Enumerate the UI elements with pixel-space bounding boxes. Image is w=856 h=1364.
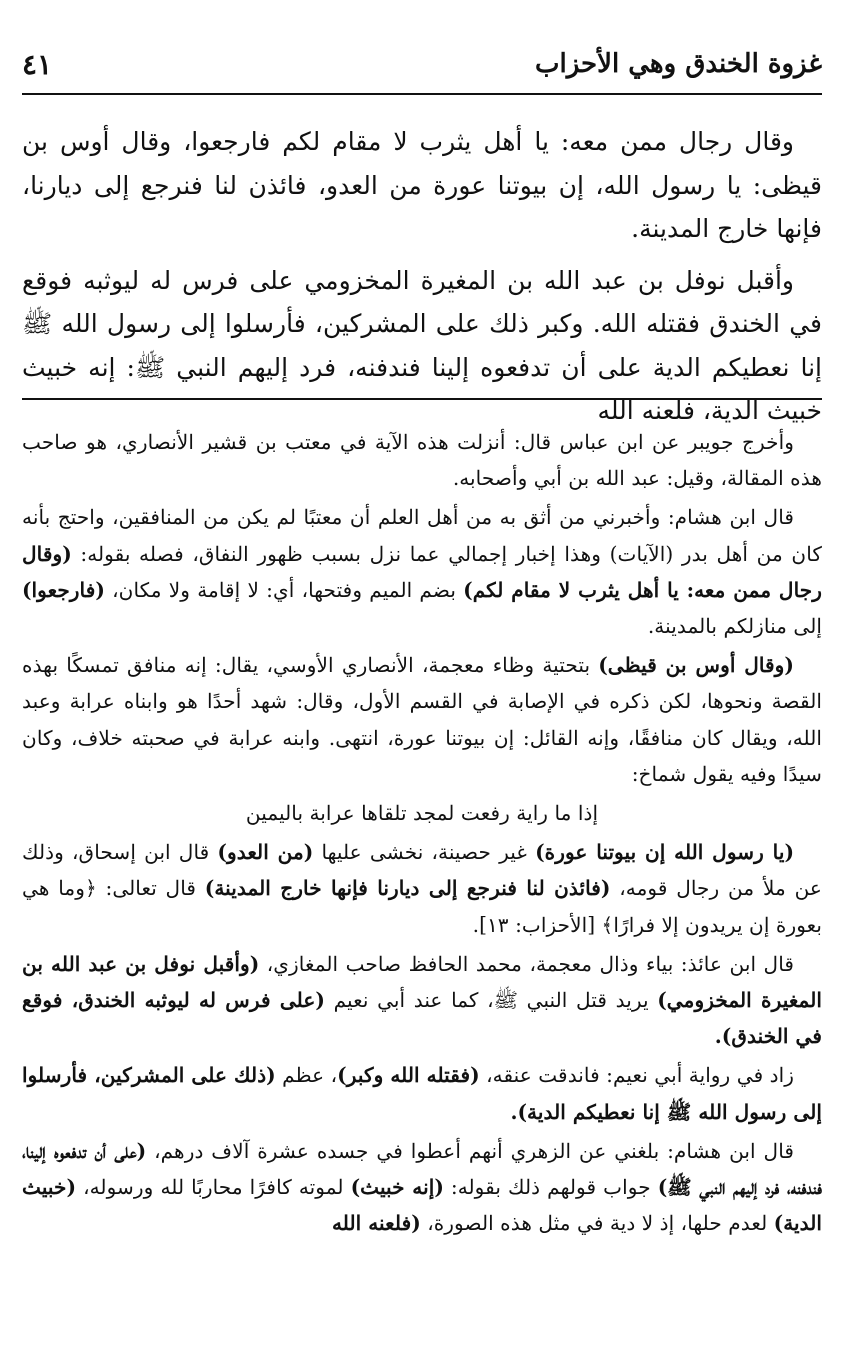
running-header (22, 42, 822, 86)
quoted-text: (يا رسول الله إن بيوتنا عورة) (535, 840, 794, 865)
commentary-paragraph (22, 946, 822, 1055)
commentary (22, 424, 822, 1241)
page-number: ٤١ (22, 47, 53, 81)
commentary-paragraph (22, 834, 822, 943)
commentary-text: قال ابن هشام: وأخبرني من أثق به من أهل العلم أن معتبًا لم يكن من المنافقين، واحتج بأنه كان من أهل بدر (الآيات) وهذا إخبار إجمالي عما نزل بسبب ظهور النفاق، فصله بقوله: (22, 505, 822, 566)
quoted-text: (خبيث الدية) (22, 1175, 822, 1236)
quoted-text: (فارجعوا) (22, 577, 105, 602)
quoted-text: (وقال رجال ممن معه: يا أهل يثرب لا مقام لكم) (22, 541, 822, 602)
commentary-paragraph (22, 1057, 822, 1129)
quoted-text: (فائذن لنا فنرجع إلى ديارنا فإنها خارج المدينة) (204, 876, 611, 901)
commentary-text: قال ابن إسحاق، وذلك عن ملأ من رجال قومه، (22, 840, 822, 901)
poetry-verse: إذا ما راية رفعت لمجد تلقاها عرابة باليمين (245, 801, 599, 826)
main-paragraph: وأقبل نوفل بن عبد الله بن المغيرة المخزومي على فرس له ليوثبه فوقع في الخندق فقتله الله. وكبر ذلك على المشركين، فأرسلوا إلى رسول الله ﷺ إنا نعطيكم الدية على أن تدفعوه إلينا فندفنه، فرد إليهم النبي ﷺ: إنه خبيث خبيث الدية، فلعنه الله (22, 265, 822, 425)
header-rule (22, 93, 822, 95)
commentary-text: لموته كافرًا محاربًا لله ورسوله، (76, 1175, 351, 1200)
quoted-text: (على فرس له ليوثبه الخندق، فوقع في الخندق). (22, 988, 822, 1049)
quoted-text: (إنه خبيث) (350, 1175, 444, 1200)
book-page (22, 0, 822, 1364)
quoted-text: (وأقبل نوفل بن عبد الله بن المغيرة المخزومي) (22, 951, 822, 1013)
chapter-title: غزوة الخندق وهي الأحزاب (535, 49, 822, 79)
commentary-text: بضم الميم وفتحها، أي: لا إقامة ولا مكان، (104, 577, 464, 602)
commentary-text: غير حصينة، نخشى عليها (313, 840, 536, 865)
commentary-paragraph (22, 499, 822, 644)
commentary-paragraph (22, 647, 822, 792)
commentary-text: قال تعالى: ﴿وما هي بعورة إن يريدون إلا فرارًا﴾ [الأحزاب: ١٣]. (22, 876, 822, 937)
commentary-separator (22, 398, 822, 400)
commentary-text: قال ابن عائذ: بياء وذال معجمة، محمد الحافظ صاحب المغازي، (259, 951, 794, 976)
commentary-text: زاد في رواية أبي نعيم: فاندقت عنقه، (479, 1063, 794, 1088)
commentary-text: جواب قولهم ذلك بقوله: (443, 1175, 658, 1200)
commentary-text: قال ابن هشام: بلغني عن الزهري أنهم أعطوا في جسده عشرة آلاف درهم، (146, 1138, 794, 1163)
commentary-text: يريد قتل النبي ﷺ، كما عند أبي نعيم (324, 988, 658, 1013)
main-paragraph: وقال رجال ممن معه: يا أهل يثرب لا مقام لكم فارجعوا، وقال أوس بن قيظى: يا رسول الله، إن بيوتنا عورة من العدو، فائذن لنا فنرجع إلى ديارنا، فإنها خارج المدينة. (22, 127, 822, 243)
quoted-text: (فقتله الله وكبر) (337, 1063, 480, 1088)
commentary-text: لعدم حلها، إذ لا دية في مثل هذه الصورة، (420, 1211, 774, 1236)
commentary-text: بتحتية وظاء معجمة، الأنصاري الأوسي، يقال: إنه منافق تمسكًا بهذه القصة ونحوها، لكن ذكره في الإصابة في القسم الأول، وقال: شهد أحدًا هو وابناه عرابة وعبد الله، ويقال كان منافقًا، وإنه القائل: إن بيوتنا عورة، انتهى. وابنه عرابة في صحبته خلاف، وكان سيدًا وفيه يقول شماخ: (22, 653, 822, 786)
commentary-text: إلى منازلكم بالمدينة. (647, 614, 822, 639)
quoted-text: (فلعنه الله (331, 1211, 421, 1236)
quoted-text: (وقال أوس بن قيظى) (598, 653, 794, 678)
quoted-text: (من العدو) (217, 840, 314, 865)
commentary-text: ، عظم (275, 1063, 338, 1088)
main-text (22, 120, 822, 441)
quoted-text: (على أن تدفعوه إلينا، فندفنه، فرد إليهم النبي ﷺ) (22, 1138, 822, 1200)
commentary-paragraph (22, 1133, 822, 1242)
quoted-text: (ذلك على المشركين، فأرسلوا إلى رسول الله ﷺ إنا نعطيكم الدية). (22, 1063, 822, 1124)
commentary-paragraph: وأخرج جويبر عن ابن عباس قال: أنزلت هذه الآية في معتب بن قشير الأنصاري، هو صاحب هذه المقالة، وقيل: عبد الله بن أبي وأصحابه. (22, 430, 822, 491)
